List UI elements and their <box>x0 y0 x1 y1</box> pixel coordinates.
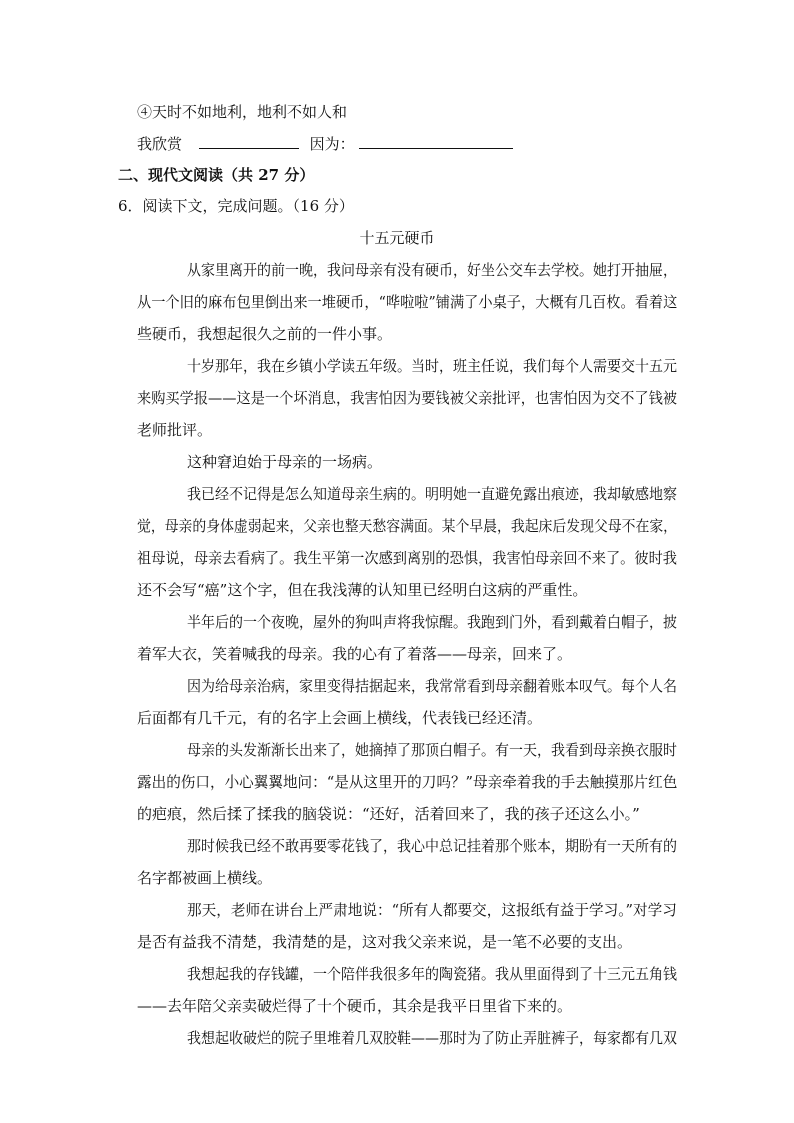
story-line: 十岁那年，我在乡镇小学读五年级。当时，班主任说，我们每个人需要交十五元 <box>187 357 677 375</box>
story-line: 还不会写“癌”这个字，但在我浅薄的认知里已经明白这病的严重性。 <box>137 581 588 599</box>
story-line: 露出的伤口，小心翼翼地问：“是从这里开的刀吗？”母亲牵着我的手去触摸那片红色 <box>137 773 678 791</box>
story-line: 着军大衣，笑着喊我的母亲。我的心有了着落——母亲，回来了。 <box>137 645 573 663</box>
story-line: 那天，老师在讲台上严肃地说：“所有人都要交，这报纸有益于学习。”对学习 <box>187 901 677 919</box>
because-label: 因为： <box>309 135 355 153</box>
story-line: 我已经不记得是怎么知道母亲生病的。明明她一直避免露出痕迹，我却敏感地察 <box>187 485 677 503</box>
story-line: ——去年陪父亲卖破烂得了十个硬币，其余是我平日里省下来的。 <box>137 997 573 1015</box>
story-title: 十五元硬币 <box>359 229 435 247</box>
story-line: 些硬币，我想起很久之前的一件小事。 <box>137 325 393 343</box>
story-line: 的疤痕，然后揉了揉我的脑袋说：“还好，活着回来了，我的孩子还这么小。” <box>137 805 640 823</box>
story-line: 是否有益我不清楚，我清楚的是，这对我父亲来说，是一笔不必要的支出。 <box>137 933 633 951</box>
story-line: 名字都被画上横线。 <box>137 869 273 887</box>
story-line: 老师批评。 <box>137 421 213 439</box>
appreciate-label: 我欣赏 <box>137 135 183 153</box>
appreciate-answer-blank[interactable] <box>199 134 299 149</box>
story-line: 我想起我的存钱罐，一个陪伴我很多年的陶瓷猪。我从里面得到了十三元五角钱 <box>187 965 677 983</box>
story-line: 后面都有几千元，有的名字上会画上横线，代表钱已经还清。 <box>137 709 543 727</box>
question-6-prompt: 6．阅读下文，完成问题。（16 分） <box>118 197 354 215</box>
story-line: 我想起收破烂的院子里堆着几双胶鞋——那时为了防止弄脏裤子，每家都有几双 <box>187 1029 677 1047</box>
appreciate-row <box>137 134 513 154</box>
section-2-title: 二、现代文阅读（共 27 分） <box>118 166 315 184</box>
story-line: 因为给母亲治病，家里变得拮据起来，我常常看到母亲翻着账本叹气。每个人名 <box>187 677 677 695</box>
story-line: 从家里离开的前一晚，我问母亲有没有硬币，好坐公交车去学校。她打开抽屉， <box>187 261 677 279</box>
story-line: 那时候我已经不敢再要零花钱了，我心中总记挂着那个账本，期盼有一天所有的 <box>187 837 677 855</box>
because-answer-blank[interactable] <box>359 134 513 149</box>
story-line: 母亲的头发渐渐长出来了，她摘掉了那顶白帽子。有一天，我看到母亲换衣服时 <box>187 741 677 759</box>
story-line: 这种窘迫始于母亲的一场病。 <box>187 453 383 471</box>
story-line: 从一个旧的麻布包里倒出来一堆硬币，“哗啦啦”铺满了小桌子，大概有几百枚。看着这 <box>137 293 678 311</box>
story-line: 觉，母亲的身体虚弱起来，父亲也整天愁容满面。某个早晨，我起床后发现父母不在家， <box>137 517 678 535</box>
story-line: 来购买学报——这是一个坏消息，我害怕因为要钱被父亲批评，也害怕因为交不了钱被 <box>137 389 678 407</box>
story-line: 半年后的一个夜晚，屋外的狗叫声将我惊醒。我跑到门外，看到戴着白帽子，披 <box>187 613 677 631</box>
item-4-text: ④天时不如地利，地利不如人和 <box>137 103 348 121</box>
story-line: 祖母说，母亲去看病了。我生平第一次感到离别的恐惧，我害怕母亲回不来了。彼时我 <box>137 549 678 567</box>
